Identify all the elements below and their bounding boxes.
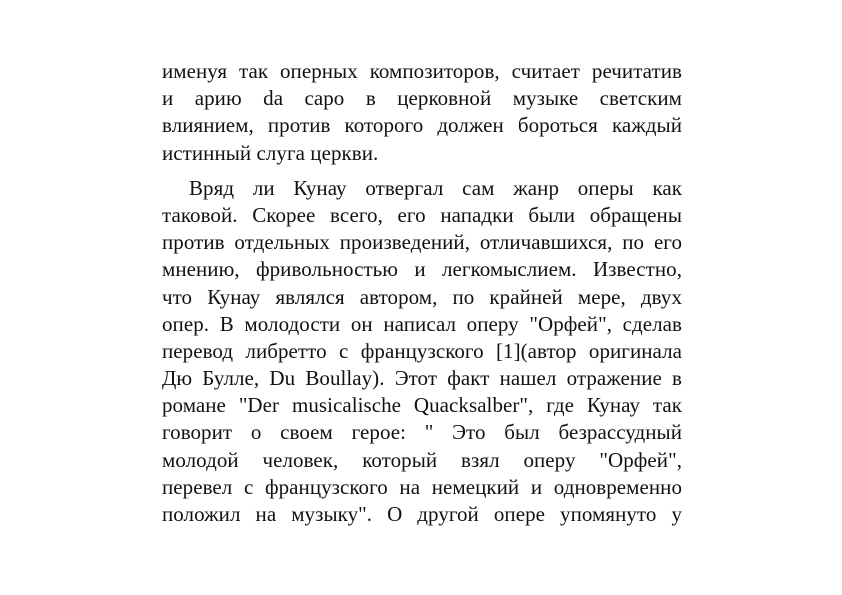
text-line: истинный слуга церкви. <box>162 140 379 165</box>
text-line: и арию da capo в церковной музыке светским <box>162 86 682 111</box>
paragraph-2 <box>162 175 682 528</box>
text-line: Дю Булле, Du Boullay). Этот факт нашел отражение в <box>162 366 682 391</box>
text-line: положил на музыку". О другой опере упомянуто у <box>162 502 682 526</box>
text-line: романе "Der musicalische Quacksalber", где Кунау так <box>162 393 682 418</box>
document-page <box>162 58 682 528</box>
text-line: Вряд ли Кунау отвергал сам жанр оперы как <box>189 175 682 200</box>
paragraph-1 <box>162 58 682 167</box>
text-line: именуя так оперных композиторов, считает речитатив <box>162 59 682 83</box>
text-line: таковой. Скорее всего, его нападки были обращены <box>162 202 682 227</box>
text-line: против отдельных произведений, отличавшихся, по его <box>162 230 682 255</box>
text-line: влиянием, против которого должен бороться каждый <box>162 113 682 138</box>
text-line: перевод либретто с французского [1](автор оригинала <box>162 338 682 363</box>
text-line: перевел с французского на немецкий и одновременно <box>162 474 682 499</box>
text-line: мнению, фривольностью и легкомыслием. Известно, <box>162 257 682 282</box>
text-line: что Кунау являлся автором, по крайней мере, двух <box>162 284 682 309</box>
text-line: опер. В молодости он написал оперу "Орфей", сделав <box>162 311 682 336</box>
text-line: говорит о своем герое: " Это был безрассудный <box>162 420 682 445</box>
text-line: молодой человек, который взял оперу "Орфей", <box>162 447 682 472</box>
